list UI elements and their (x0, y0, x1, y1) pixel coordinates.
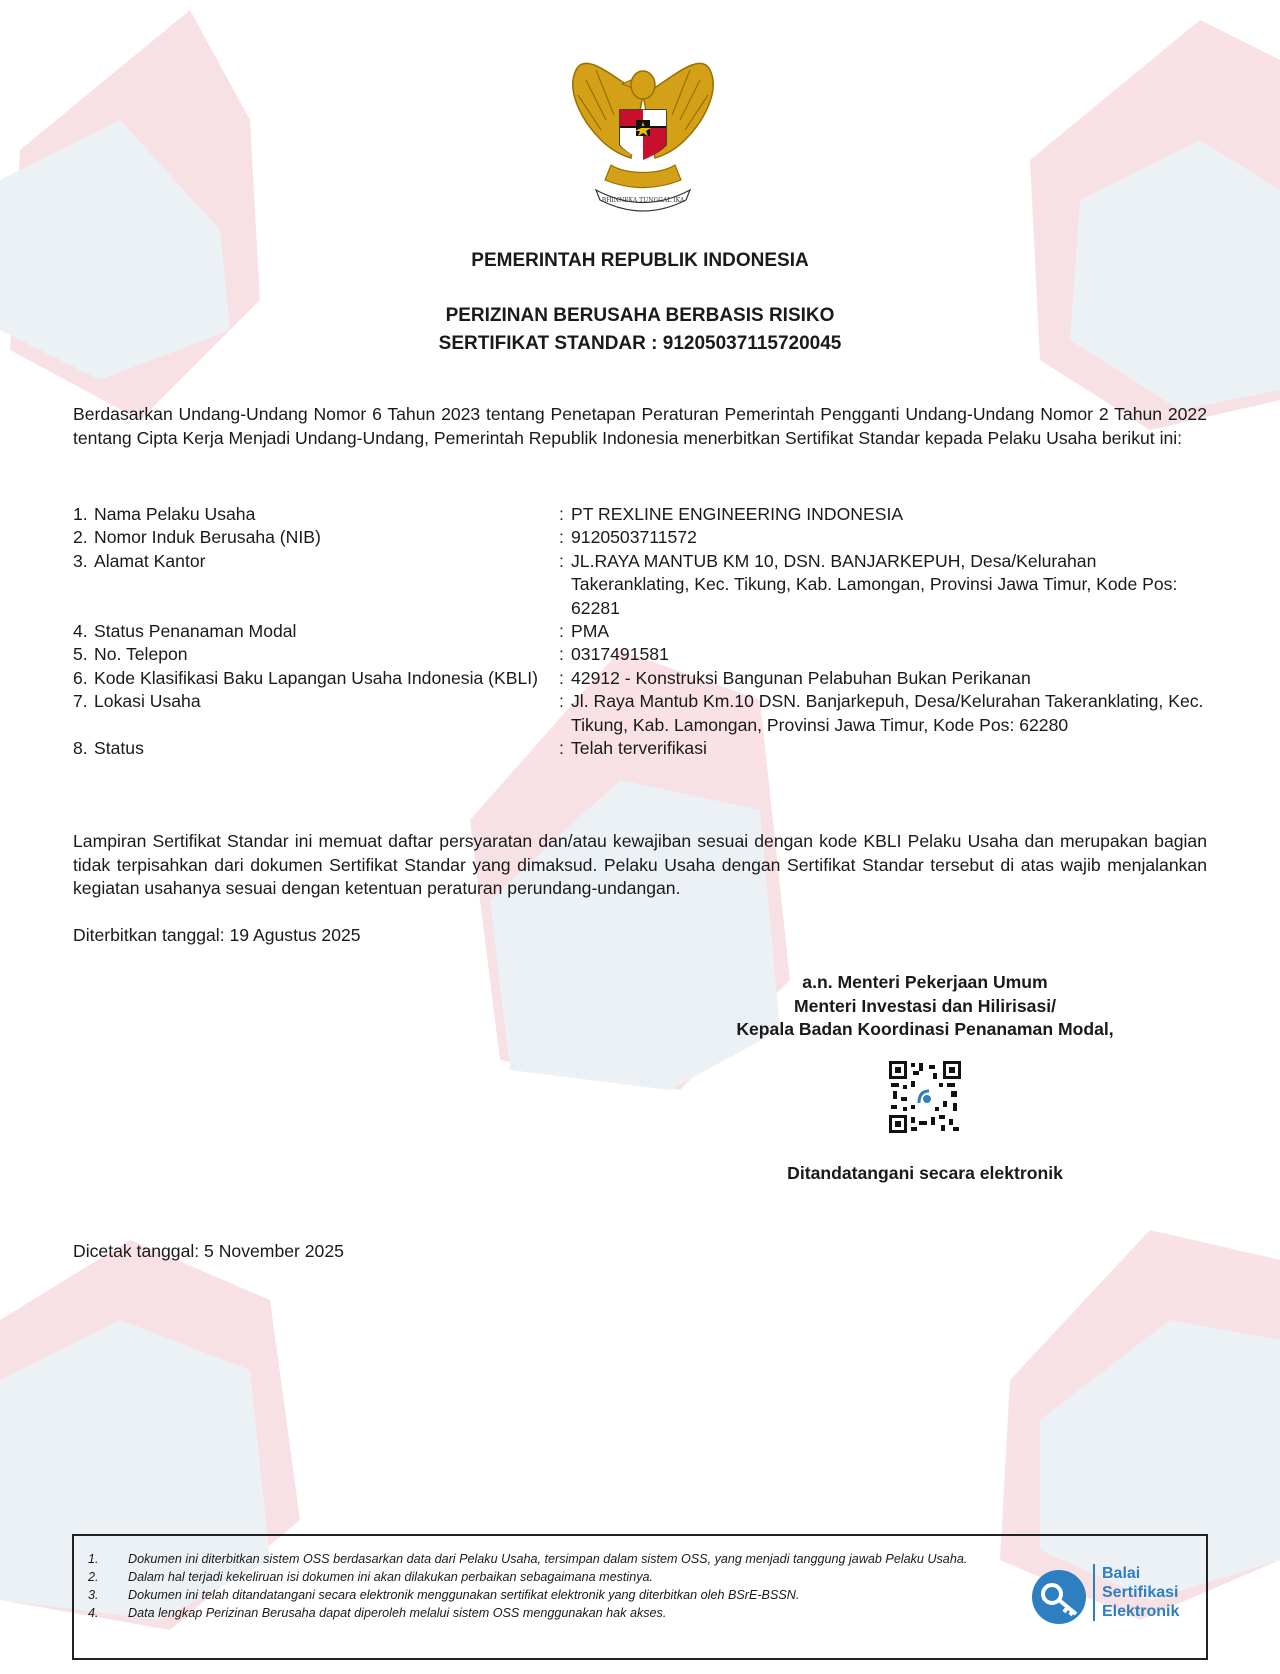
footer-notes-box (72, 1534, 1208, 1660)
field-number: 5. (73, 644, 88, 665)
field-colon: : (559, 550, 564, 571)
field-number: 2. (73, 527, 88, 548)
field-number: 7. (73, 691, 88, 712)
field-value: 9120503711572 (571, 527, 697, 548)
issued-date: Diterbitkan tanggal: 19 Agustus 2025 (73, 925, 361, 945)
field-value: 0317491581 (571, 644, 669, 665)
note-number: 3. (88, 1588, 99, 1602)
government-title: PEMERINTAH REPUBLIK INDONESIA (471, 250, 809, 271)
qr-code-icon (889, 1061, 961, 1133)
field-colon: : (559, 691, 564, 712)
signature-line-2: Menteri Investasi dan Hilirisasi/ (793, 995, 1057, 1016)
field-label: Kode Klasifikasi Baku Lapangan Usaha Indonesia (KBLI) (94, 667, 539, 688)
note-text: Dalam hal terjadi kekeliruan isi dokumen ini akan dilakukan perbaikan sebagaimana mestinya. (128, 1570, 654, 1584)
bsre-logo-line-3: Elektronik (1102, 1603, 1180, 1620)
field-value: Telah terverifikasi (571, 738, 707, 759)
field-label: Nomor Induk Berusaha (NIB) (94, 527, 321, 548)
footer-note (88, 1604, 988, 1622)
field-colon: : (559, 504, 564, 524)
field-row-alamat (73, 550, 1207, 620)
field-number: 3. (73, 550, 88, 571)
field-number: 4. (73, 621, 88, 642)
field-label: No. Telepon (94, 644, 188, 665)
signature-line-1: a.n. Menteri Pekerjaan Umum (802, 972, 1048, 992)
field-value: PT REXLINE ENGINEERING INDONESIA (571, 504, 904, 524)
note-number: 1. (88, 1552, 99, 1566)
field-number: 8. (73, 738, 88, 759)
field-colon: : (559, 527, 564, 548)
bsre-logo (1030, 1564, 1190, 1630)
note-number: 4. (88, 1606, 99, 1620)
field-number: 6. (73, 667, 88, 688)
field-value: PMA (571, 621, 610, 642)
signature-line-3: Kepala Badan Koordinasi Penanaman Modal, (736, 1019, 1114, 1039)
footer-note (88, 1550, 988, 1568)
field-colon: : (559, 621, 564, 642)
field-value: JL.RAYA MANTUB KM 10, DSN. BANJARKEPUH, Desa/Kelurahan Takeranklating, Kec. Tikung, Kab. Lamongan, Provinsi Jawa Timur, Kode Pos: 62281 (571, 550, 1178, 618)
certificate-number-title: SERTIFIKAT STANDAR : 91205037115720045 (438, 333, 842, 354)
garuda-emblem-icon (556, 50, 730, 215)
intro-paragraph: Berdasarkan Undang-Undang Nomor 6 Tahun 2023 tentang Penetapan Peraturan Pemerintah Pengganti Undang-Undang Nomor 2 Tahun 2022 tentang Cipta Kerja Menjadi Undang-Undang, Pemerintah Republik Indonesia menerbitkan Sertifikat Standar kepada Pelaku Usaha berikut ini: (73, 404, 1207, 448)
field-row-status (73, 737, 1207, 760)
field-row-kbli (73, 667, 1207, 690)
note-text: Dokumen ini diterbitkan sistem OSS berdasarkan data dari Pelaku Usaha, tersimpan dalam sistem OSS, yang menjadi tanggung jawab Pelaku Usaha. (128, 1552, 968, 1566)
field-number: 1. (73, 504, 88, 524)
field-colon: : (559, 667, 564, 688)
field-colon: : (559, 738, 564, 759)
field-row-status-modal (73, 620, 1207, 643)
field-label: Alamat Kantor (94, 550, 206, 571)
field-row-nib (73, 526, 1207, 549)
field-label: Nama Pelaku Usaha (94, 504, 256, 524)
note-text: Data lengkap Perizinan Berusaha dapat diperoleh melalui sistem OSS menggunakan hak akses. (128, 1606, 667, 1620)
attachment-paragraph: Lampiran Sertifikat Standar ini memuat daftar persyaratan dan/atau kewajiban sesuai dengan kode KBLI Pelaku Usaha dan merupakan bagian tidak terpisahkan dari dokumen Sertifikat Standar yang dimaksud. Pelaku Usaha dengan Sertifikat Standar tersebut di atas wajib menjalankan kegiatan usahanya sesuai dengan ketentuan peraturan perundang-undangan. (73, 831, 1207, 899)
field-row-nama (73, 503, 1207, 526)
printed-date: Dicetak tanggal: 5 November 2025 (73, 1241, 344, 1261)
field-label: Status Penanaman Modal (94, 621, 297, 642)
signature-block (620, 971, 1230, 1042)
field-value: Jl. Raya Mantub Km.10 DSN. Banjarkepuh, Desa/Kelurahan Takeranklating, Kec. Tikung, Kab. Lamongan, Provinsi Jawa Timur, Kode Pos: 62280 (571, 691, 1204, 735)
business-details-list (73, 503, 1207, 760)
field-row-lokasi (73, 690, 1207, 737)
bsre-logo-line-1: Balai (1102, 1565, 1141, 1582)
bsre-logo-text (1093, 1564, 1179, 1621)
field-label: Lokasi Usaha (94, 691, 201, 712)
field-value: 42912 - Konstruksi Bangunan Pelabuhan Bukan Perikanan (571, 667, 1031, 688)
emblem-motto: BHINNEKA TUNGGAL IKA (601, 197, 685, 204)
note-number: 2. (88, 1570, 99, 1584)
footer-note (88, 1586, 988, 1604)
note-text: Dokumen ini telah ditandatangani secara elektronik menggunakan sertifikat elektronik yang diterbitkan oleh BSrE-BSSN. (128, 1588, 800, 1602)
electronic-signature-label: Ditandatangani secara elektronik (787, 1163, 1063, 1183)
bsre-logo-line-2: Sertifikasi (1102, 1584, 1179, 1601)
field-colon: : (559, 644, 564, 665)
footer-note (88, 1568, 988, 1586)
permit-type-title: PERIZINAN BERUSAHA BERBASIS RISIKO (445, 305, 835, 326)
footer-notes-list (88, 1550, 988, 1622)
field-label: Status (94, 738, 144, 759)
field-row-telepon (73, 643, 1207, 666)
bsre-logo-icon (1030, 1568, 1088, 1626)
